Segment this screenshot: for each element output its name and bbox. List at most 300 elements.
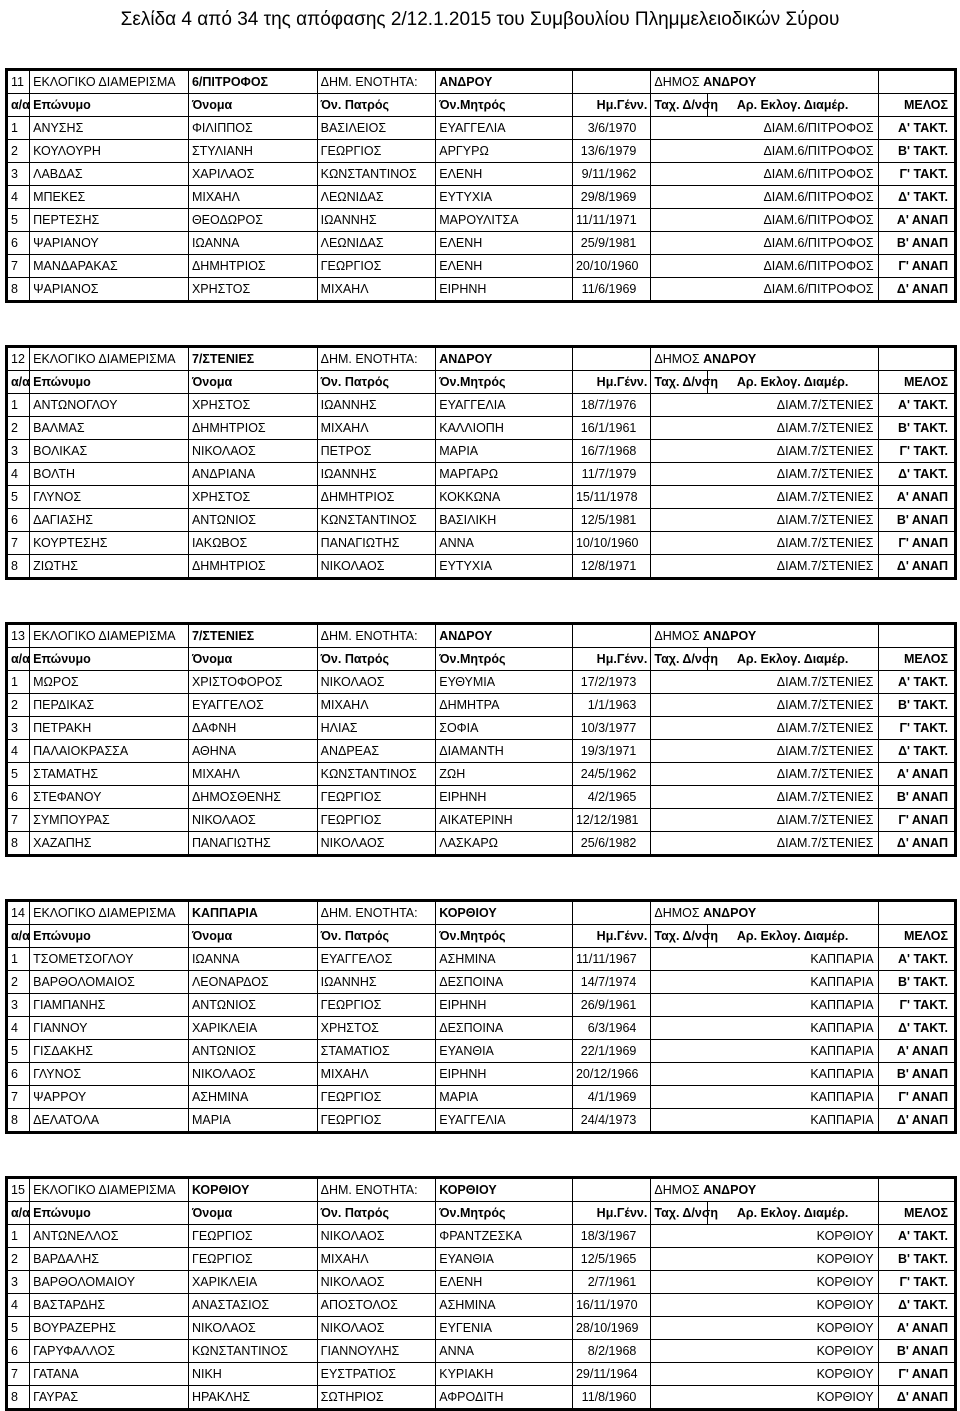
district-table [7, 347, 955, 578]
father-name-cell: ΧΡΗΣΤΟΣ [317, 1017, 436, 1040]
unit-label: ΔΗΜ. ΕΝΟΤΗΤΑ: [317, 71, 436, 94]
name-cell: ΑΝΔΡΙΑΝΑ [188, 463, 317, 486]
birth-date-cell: 1/1/1963 [572, 694, 650, 717]
father-name-cell: ΗΛΙΑΣ [317, 717, 436, 740]
birth-date-cell: 12/5/1981 [572, 509, 650, 532]
table-row [8, 809, 955, 832]
district-cell: ΔΙΑΜ.7/ΣΤΕΝΙΕΣ [707, 532, 878, 555]
district-cell: ΔΙΑΜ.6/ΠΙΤΡΟΦΟΣ [707, 140, 878, 163]
member-role-cell: Γ' ΤΑΚΤ. [878, 163, 954, 186]
table-row [8, 1386, 955, 1409]
section-label: ΕΚΛΟΓΙΚΟ ΔΙΑΜΕΡΙΣΜΑ [30, 625, 189, 648]
district-cell: ΔΙΑΜ.7/ΣΤΕΝΙΕΣ [707, 786, 878, 809]
mother-name-cell: ΕΥΘΥΜΙΑ [436, 671, 573, 694]
municipality-name: ΑΝΔΡΟΥ [703, 1183, 757, 1197]
mother-name-cell: ΛΑΣΚΑΡΩ [436, 832, 573, 855]
row-number: 2 [8, 1248, 30, 1271]
row-number: 4 [8, 463, 30, 486]
unit-label: ΔΗΜ. ΕΝΟΤΗΤΑ: [317, 625, 436, 648]
district-cell: ΚΟΡΘΙΟΥ [707, 1248, 878, 1271]
row-number: 8 [8, 832, 30, 855]
mother-name-cell: ΚΟΚΚΩΝΑ [436, 486, 573, 509]
father-name-cell: ΝΙΚΟΛΑΟΣ [317, 832, 436, 855]
municipality-label: ΔΗΜΟΣ ΑΝΔΡΟΥ [651, 71, 878, 94]
postcode-cell [651, 278, 707, 301]
mother-name-cell: ΦΡΑΝΤΖΕΣΚΑ [436, 1225, 573, 1248]
mother-name-cell: ΜΑΡΓΑΡΩ [436, 463, 573, 486]
surname-cell: ΨΑΡΙΑΝΟΣ [30, 278, 189, 301]
table-row [8, 763, 955, 786]
father-name-cell: ΝΙΚΟΛΑΟΣ [317, 671, 436, 694]
surname-cell: ΒΑΡΔΑΛΗΣ [30, 1248, 189, 1271]
column-header-row [8, 371, 955, 394]
row-number: 6 [8, 1063, 30, 1086]
mother-name-cell: ΜΑΡΟΥΛΙΤΣΑ [436, 209, 573, 232]
postcode-cell [651, 994, 707, 1017]
surname-cell: ΓΙΣΔΑΚΗΣ [30, 1040, 189, 1063]
name-cell: ΑΝΤΩΝΙΟΣ [188, 1040, 317, 1063]
member-role-cell: Β' ΤΑΚΤ. [878, 140, 954, 163]
name-cell: ΝΙΚΟΛΑΟΣ [188, 809, 317, 832]
mother-name-cell: ΕΥΑΓΓΕΛΙΑ [436, 394, 573, 417]
district-cell: ΔΙΑΜ.7/ΣΤΕΝΙΕΣ [707, 740, 878, 763]
name-cell: ΗΡΑΚΛΗΣ [188, 1386, 317, 1409]
section-number: 14 [8, 902, 30, 925]
col-header-reg-no: Αρ. Εκλογ. Διαμέρ. [707, 648, 878, 671]
surname-cell: ΓΛΥΝΟΣ [30, 486, 189, 509]
postcode-cell [651, 1386, 707, 1409]
surname-cell: ΧΑΖΑΠΗΣ [30, 832, 189, 855]
col-header-member: ΜΕΛΟΣ [878, 925, 954, 948]
empty-cell [572, 625, 650, 648]
municipality-label: ΔΗΜΟΣ ΑΝΔΡΟΥ [651, 348, 878, 371]
surname-cell: ΜΑΝΔΑΡΑΚΑΣ [30, 255, 189, 278]
postcode-cell [651, 1040, 707, 1063]
district-cell: ΔΙΑΜ.7/ΣΤΕΝΙΕΣ [707, 763, 878, 786]
postcode-cell [651, 209, 707, 232]
mother-name-cell: ΑΝΝΑ [436, 1340, 573, 1363]
table-row [8, 1040, 955, 1063]
section-label: ΕΚΛΟΓΙΚΟ ΔΙΑΜΕΡΙΣΜΑ [30, 71, 189, 94]
father-name-cell: ΚΩΝΣΤΑΝΤΙΝΟΣ [317, 163, 436, 186]
col-header-postcode: Ταχ. Δ/νση [651, 648, 707, 671]
father-name-cell: ΛΕΩΝΙΔΑΣ [317, 232, 436, 255]
postcode-cell [651, 740, 707, 763]
name-cell: ΜΙΧΑΗΛ [188, 763, 317, 786]
postcode-cell [651, 232, 707, 255]
surname-cell: ΑΝΤΩΝΕΛΛΟΣ [30, 1225, 189, 1248]
father-name-cell: ΣΤΑΜΑΤΙΟΣ [317, 1040, 436, 1063]
birth-date-cell: 26/9/1961 [572, 994, 650, 1017]
empty-cell [878, 1179, 954, 1202]
birth-date-cell: 11/8/1960 [572, 1386, 650, 1409]
member-role-cell: Α' ΤΑΚΤ. [878, 948, 954, 971]
member-role-cell: Γ' ΤΑΚΤ. [878, 717, 954, 740]
table-row [8, 717, 955, 740]
mother-name-cell: ΕΙΡΗΝΗ [436, 278, 573, 301]
empty-cell [572, 1179, 650, 1202]
surname-cell: ΒΑΡΘΟΛΟΜΑΙΟΣ [30, 971, 189, 994]
surname-cell: ΠΕΡΤΕΣΗΣ [30, 209, 189, 232]
name-cell: ΦΙΛΙΠΠΟΣ [188, 117, 317, 140]
surname-cell: ΠΑΛΑΙΟΚΡΑΣΣΑ [30, 740, 189, 763]
name-cell: ΙΑΚΩΒΟΣ [188, 532, 317, 555]
father-name-cell: ΙΩΑΝΝΗΣ [317, 971, 436, 994]
row-number: 1 [8, 671, 30, 694]
birth-date-cell: 20/10/1960 [572, 255, 650, 278]
table-row [8, 232, 955, 255]
father-name-cell: ΚΩΝΣΤΑΝΤΙΝΟΣ [317, 763, 436, 786]
father-name-cell: ΓΕΩΡΓΙΟΣ [317, 140, 436, 163]
name-cell: ΚΩΝΣΤΑΝΤΙΝΟΣ [188, 1340, 317, 1363]
member-role-cell: Γ' ΤΑΚΤ. [878, 1271, 954, 1294]
birth-date-cell: 16/7/1968 [572, 440, 650, 463]
col-header-dob: Ημ.Γένν. [572, 1202, 650, 1225]
surname-cell: ΓΙΑΜΠΑΝΗΣ [30, 994, 189, 1017]
postcode-cell [651, 1109, 707, 1132]
birth-date-cell: 18/7/1976 [572, 394, 650, 417]
surname-cell: ΠΕΡΔΙΚΑΣ [30, 694, 189, 717]
column-header-row [8, 94, 955, 117]
surname-cell: ΜΠΕΚΕΣ [30, 186, 189, 209]
section-number: 11 [8, 71, 30, 94]
unit-name: ΑΝΔΡΟΥ [436, 625, 573, 648]
father-name-cell: ΓΕΩΡΓΙΟΣ [317, 994, 436, 1017]
name-cell: ΔΗΜΟΣΘΕΝΗΣ [188, 786, 317, 809]
unit-name: ΚΟΡΘΙΟΥ [436, 1179, 573, 1202]
member-role-cell: Δ' ΑΝΑΠ [878, 832, 954, 855]
col-header-name: Όνομα [188, 1202, 317, 1225]
birth-date-cell: 11/11/1967 [572, 948, 650, 971]
birth-date-cell: 25/9/1981 [572, 232, 650, 255]
district-cell: ΔΙΑΜ.7/ΣΤΕΝΙΕΣ [707, 832, 878, 855]
col-header-aa: α/α [8, 648, 30, 671]
postcode-cell [651, 509, 707, 532]
col-header-postcode: Ταχ. Δ/νση [651, 925, 707, 948]
col-header-dob: Ημ.Γένν. [572, 94, 650, 117]
district-cell: ΚΟΡΘΙΟΥ [707, 1225, 878, 1248]
postcode-cell [651, 255, 707, 278]
postcode-cell [651, 186, 707, 209]
postcode-cell [651, 971, 707, 994]
row-number: 4 [8, 1294, 30, 1317]
father-name-cell: ΔΗΜΗΤΡΙΟΣ [317, 486, 436, 509]
birth-date-cell: 16/1/1961 [572, 417, 650, 440]
mother-name-cell: ΕΥΑΝΘΙΑ [436, 1040, 573, 1063]
col-header-member: ΜΕΛΟΣ [878, 371, 954, 394]
member-role-cell: Α' ΑΝΑΠ [878, 486, 954, 509]
section-district: 7/ΣΤΕΝΙΕΣ [188, 348, 317, 371]
mother-name-cell: ΖΩΗ [436, 763, 573, 786]
birth-date-cell: 9/11/1962 [572, 163, 650, 186]
name-cell: ΝΙΚΗ [188, 1363, 317, 1386]
section-number: 12 [8, 348, 30, 371]
surname-cell: ΒΑΛΜΑΣ [30, 417, 189, 440]
section-label: ΕΚΛΟΓΙΚΟ ΔΙΑΜΕΡΙΣΜΑ [30, 1179, 189, 1202]
mother-name-cell: ΒΑΣΙΛΙΚΗ [436, 509, 573, 532]
col-header-member: ΜΕΛΟΣ [878, 648, 954, 671]
birth-date-cell: 24/5/1962 [572, 763, 650, 786]
table-row [8, 1363, 955, 1386]
birth-date-cell: 12/8/1971 [572, 555, 650, 578]
municipality-label: ΔΗΜΟΣ ΑΝΔΡΟΥ [651, 625, 878, 648]
row-number: 5 [8, 763, 30, 786]
mother-name-cell: ΑΝΝΑ [436, 532, 573, 555]
birth-date-cell: 12/12/1981 [572, 809, 650, 832]
row-number: 7 [8, 532, 30, 555]
district-table [7, 901, 955, 1132]
section-district: 7/ΣΤΕΝΙΕΣ [188, 625, 317, 648]
name-cell: ΑΝΤΩΝΙΟΣ [188, 509, 317, 532]
row-number: 4 [8, 1017, 30, 1040]
empty-cell [572, 902, 650, 925]
mother-name-cell: ΑΣΗΜΙΝΑ [436, 1294, 573, 1317]
district-cell: ΚΑΠΠΑΡΙΑ [707, 994, 878, 1017]
table-row [8, 832, 955, 855]
col-header-surname: Επώνυμο [30, 648, 189, 671]
section-district: 6/ΠΙΤΡΟΦΟΣ [188, 71, 317, 94]
col-header-mother: Όν.Μητρός [436, 925, 573, 948]
row-number: 5 [8, 486, 30, 509]
birth-date-cell: 8/2/1968 [572, 1340, 650, 1363]
member-role-cell: Δ' ΤΑΚΤ. [878, 1294, 954, 1317]
member-role-cell: Β' ΤΑΚΤ. [878, 694, 954, 717]
mother-name-cell: ΕΥΓΕΝΙΑ [436, 1317, 573, 1340]
district-cell: ΔΙΑΜ.7/ΣΤΕΝΙΕΣ [707, 486, 878, 509]
district-section [5, 899, 957, 1134]
district-section [5, 68, 957, 303]
table-row [8, 532, 955, 555]
mother-name-cell: ΚΥΡΙΑΚΗ [436, 1363, 573, 1386]
table-row [8, 1017, 955, 1040]
birth-date-cell: 10/3/1977 [572, 717, 650, 740]
col-header-dob: Ημ.Γένν. [572, 648, 650, 671]
member-role-cell: Δ' ΑΝΑΠ [878, 1386, 954, 1409]
col-header-aa: α/α [8, 1202, 30, 1225]
father-name-cell: ΛΕΩΝΙΔΑΣ [317, 186, 436, 209]
row-number: 2 [8, 694, 30, 717]
surname-cell: ΤΣΟΜΕΤΣΟΓΛΟΥ [30, 948, 189, 971]
birth-date-cell: 20/12/1966 [572, 1063, 650, 1086]
member-role-cell: Α' ΑΝΑΠ [878, 763, 954, 786]
col-header-member: ΜΕΛΟΣ [878, 94, 954, 117]
col-header-dob: Ημ.Γένν. [572, 371, 650, 394]
surname-cell: ΣΥΜΠΟΥΡΑΣ [30, 809, 189, 832]
father-name-cell: ΓΕΩΡΓΙΟΣ [317, 809, 436, 832]
father-name-cell: ΙΩΑΝΝΗΣ [317, 394, 436, 417]
mother-name-cell: ΔΗΜΗΤΡΑ [436, 694, 573, 717]
name-cell: ΑΘΗΝΑ [188, 740, 317, 763]
birth-date-cell: 12/5/1965 [572, 1248, 650, 1271]
name-cell: ΝΙΚΟΛΑΟΣ [188, 1317, 317, 1340]
row-number: 5 [8, 1040, 30, 1063]
surname-cell: ΓΛΥΝΟΣ [30, 1063, 189, 1086]
district-cell: ΚΑΠΠΑΡΙΑ [707, 1086, 878, 1109]
postcode-cell [651, 555, 707, 578]
mother-name-cell: ΜΑΡΙΑ [436, 440, 573, 463]
birth-date-cell: 11/11/1971 [572, 209, 650, 232]
district-cell: ΔΙΑΜ.7/ΣΤΕΝΙΕΣ [707, 694, 878, 717]
empty-cell [572, 348, 650, 371]
postcode-cell [651, 948, 707, 971]
father-name-cell: ΕΥΑΓΓΕΛΟΣ [317, 948, 436, 971]
member-role-cell: Α' ΤΑΚΤ. [878, 671, 954, 694]
name-cell: ΝΙΚΟΛΑΟΣ [188, 1063, 317, 1086]
surname-cell: ΨΑΡΡΟΥ [30, 1086, 189, 1109]
row-number: 8 [8, 1386, 30, 1409]
member-role-cell: Α' ΑΝΑΠ [878, 1040, 954, 1063]
district-cell: ΔΙΑΜ.7/ΣΤΕΝΙΕΣ [707, 555, 878, 578]
col-header-father: Όν. Πατρός [317, 94, 436, 117]
father-name-cell: ΑΠΟΣΤΟΛΟΣ [317, 1294, 436, 1317]
row-number: 8 [8, 278, 30, 301]
table-row [8, 694, 955, 717]
table-row [8, 1317, 955, 1340]
surname-cell: ΣΤΕΦΑΝΟΥ [30, 786, 189, 809]
section-district: ΚΟΡΘΙΟΥ [188, 1179, 317, 1202]
father-name-cell: ΠΑΝΑΓΙΩΤΗΣ [317, 532, 436, 555]
row-number: 5 [8, 1317, 30, 1340]
district-table [7, 1178, 955, 1409]
unit-name: ΑΝΔΡΟΥ [436, 348, 573, 371]
district-cell: ΔΙΑΜ.6/ΠΙΤΡΟΦΟΣ [707, 209, 878, 232]
surname-cell: ΑΝΤΩΝΟΓΛΟΥ [30, 394, 189, 417]
col-header-postcode: Ταχ. Δ/νση [651, 94, 707, 117]
surname-cell: ΣΤΑΜΑΤΗΣ [30, 763, 189, 786]
unit-label: ΔΗΜ. ΕΝΟΤΗΤΑ: [317, 902, 436, 925]
section-header-row [8, 902, 955, 925]
postcode-cell [651, 671, 707, 694]
table-row [8, 140, 955, 163]
mother-name-cell: ΚΑΛΛΙΟΠΗ [436, 417, 573, 440]
member-role-cell: Α' ΤΑΚΤ. [878, 1225, 954, 1248]
member-role-cell: Δ' ΤΑΚΤ. [878, 186, 954, 209]
name-cell: ΓΕΩΡΓΙΟΣ [188, 1248, 317, 1271]
row-number: 6 [8, 232, 30, 255]
col-header-mother: Όν.Μητρός [436, 1202, 573, 1225]
unit-name: ΚΟΡΘΙΟΥ [436, 902, 573, 925]
member-role-cell: Β' ΑΝΑΠ [878, 786, 954, 809]
col-header-surname: Επώνυμο [30, 1202, 189, 1225]
father-name-cell: ΕΥΣΤΡΑΤΙΟΣ [317, 1363, 436, 1386]
district-cell: ΚΑΠΠΑΡΙΑ [707, 948, 878, 971]
member-role-cell: Β' ΤΑΚΤ. [878, 417, 954, 440]
table-row [8, 1225, 955, 1248]
table-row [8, 255, 955, 278]
name-cell: ΑΣΗΜΙΝΑ [188, 1086, 317, 1109]
column-header-row [8, 925, 955, 948]
mother-name-cell: ΔΕΣΠΟΙΝΑ [436, 1017, 573, 1040]
member-role-cell: Α' ΤΑΚΤ. [878, 394, 954, 417]
table-row [8, 1063, 955, 1086]
table-row [8, 417, 955, 440]
mother-name-cell: ΕΙΡΗΝΗ [436, 1063, 573, 1086]
member-role-cell: Δ' ΤΑΚΤ. [878, 1017, 954, 1040]
table-row [8, 1271, 955, 1294]
table-row [8, 740, 955, 763]
col-header-name: Όνομα [188, 925, 317, 948]
col-header-mother: Όν.Μητρός [436, 648, 573, 671]
name-cell: ΧΡΗΣΤΟΣ [188, 394, 317, 417]
col-header-reg-no: Αρ. Εκλογ. Διαμέρ. [707, 94, 878, 117]
empty-cell [878, 71, 954, 94]
row-number: 1 [8, 1225, 30, 1248]
table-row [8, 440, 955, 463]
row-number: 4 [8, 740, 30, 763]
section-label: ΕΚΛΟΓΙΚΟ ΔΙΑΜΕΡΙΣΜΑ [30, 902, 189, 925]
postcode-cell [651, 809, 707, 832]
father-name-cell: ΙΩΑΝΝΗΣ [317, 209, 436, 232]
postcode-cell [651, 440, 707, 463]
district-cell: ΔΙΑΜ.7/ΣΤΕΝΙΕΣ [707, 809, 878, 832]
surname-cell: ΓΙΑΝΝΟΥ [30, 1017, 189, 1040]
unit-label: ΔΗΜ. ΕΝΟΤΗΤΑ: [317, 348, 436, 371]
district-cell: ΔΙΑΜ.7/ΣΤΕΝΙΕΣ [707, 463, 878, 486]
table-row [8, 463, 955, 486]
mother-name-cell: ΑΦΡΟΔΙΤΗ [436, 1386, 573, 1409]
member-role-cell: Δ' ΤΑΚΤ. [878, 463, 954, 486]
member-role-cell: Β' ΑΝΑΠ [878, 1340, 954, 1363]
name-cell: ΝΙΚΟΛΑΟΣ [188, 440, 317, 463]
member-role-cell: Α' ΤΑΚΤ. [878, 117, 954, 140]
district-section [5, 1176, 957, 1411]
postcode-cell [651, 1317, 707, 1340]
surname-cell: ΓΑΡΥΦΑΛΛΟΣ [30, 1340, 189, 1363]
table-row [8, 209, 955, 232]
col-header-mother: Όν.Μητρός [436, 94, 573, 117]
mother-name-cell: ΕΛΕΝΗ [436, 1271, 573, 1294]
surname-cell: ΓΑΥΡΑΣ [30, 1386, 189, 1409]
unit-name: ΑΝΔΡΟΥ [436, 71, 573, 94]
postcode-cell [651, 417, 707, 440]
municipality-name: ΑΝΔΡΟΥ [703, 352, 757, 366]
name-cell: ΑΝΤΩΝΙΟΣ [188, 994, 317, 1017]
table-row [8, 671, 955, 694]
district-cell: ΔΙΑΜ.7/ΣΤΕΝΙΕΣ [707, 440, 878, 463]
birth-date-cell: 29/11/1964 [572, 1363, 650, 1386]
district-cell: ΔΙΑΜ.6/ΠΙΤΡΟΦΟΣ [707, 186, 878, 209]
row-number: 2 [8, 140, 30, 163]
member-role-cell: Γ' ΤΑΚΤ. [878, 440, 954, 463]
birth-date-cell: 6/3/1964 [572, 1017, 650, 1040]
table-row [8, 509, 955, 532]
postcode-cell [651, 1086, 707, 1109]
empty-cell [878, 625, 954, 648]
district-section [5, 622, 957, 857]
mother-name-cell: ΕΥΤΥΧΙΑ [436, 186, 573, 209]
surname-cell: ΒΑΡΘΟΛΟΜΑΙΟΥ [30, 1271, 189, 1294]
municipality-name: ΑΝΔΡΟΥ [703, 906, 757, 920]
col-header-aa: α/α [8, 925, 30, 948]
col-header-postcode: Ταχ. Δ/νση [651, 1202, 707, 1225]
section-label: ΕΚΛΟΓΙΚΟ ΔΙΑΜΕΡΙΣΜΑ [30, 348, 189, 371]
col-header-father: Όν. Πατρός [317, 648, 436, 671]
district-cell: ΚΟΡΘΙΟΥ [707, 1271, 878, 1294]
surname-cell: ΔΑΓΙΑΣΗΣ [30, 509, 189, 532]
name-cell: ΧΡΙΣΤΟΦΟΡΟΣ [188, 671, 317, 694]
name-cell: ΧΡΗΣΤΟΣ [188, 486, 317, 509]
surname-cell: ΨΑΡΙΑΝΟΥ [30, 232, 189, 255]
name-cell: ΜΑΡΙΑ [188, 1109, 317, 1132]
table-row [8, 1248, 955, 1271]
district-cell: ΚΟΡΘΙΟΥ [707, 1386, 878, 1409]
district-cell: ΔΙΑΜ.7/ΣΤΕΝΙΕΣ [707, 717, 878, 740]
name-cell: ΕΥΑΓΓΕΛΟΣ [188, 694, 317, 717]
member-role-cell: Β' ΤΑΚΤ. [878, 971, 954, 994]
postcode-cell [651, 163, 707, 186]
birth-date-cell: 3/6/1970 [572, 117, 650, 140]
father-name-cell: ΜΙΧΑΗΛ [317, 1063, 436, 1086]
